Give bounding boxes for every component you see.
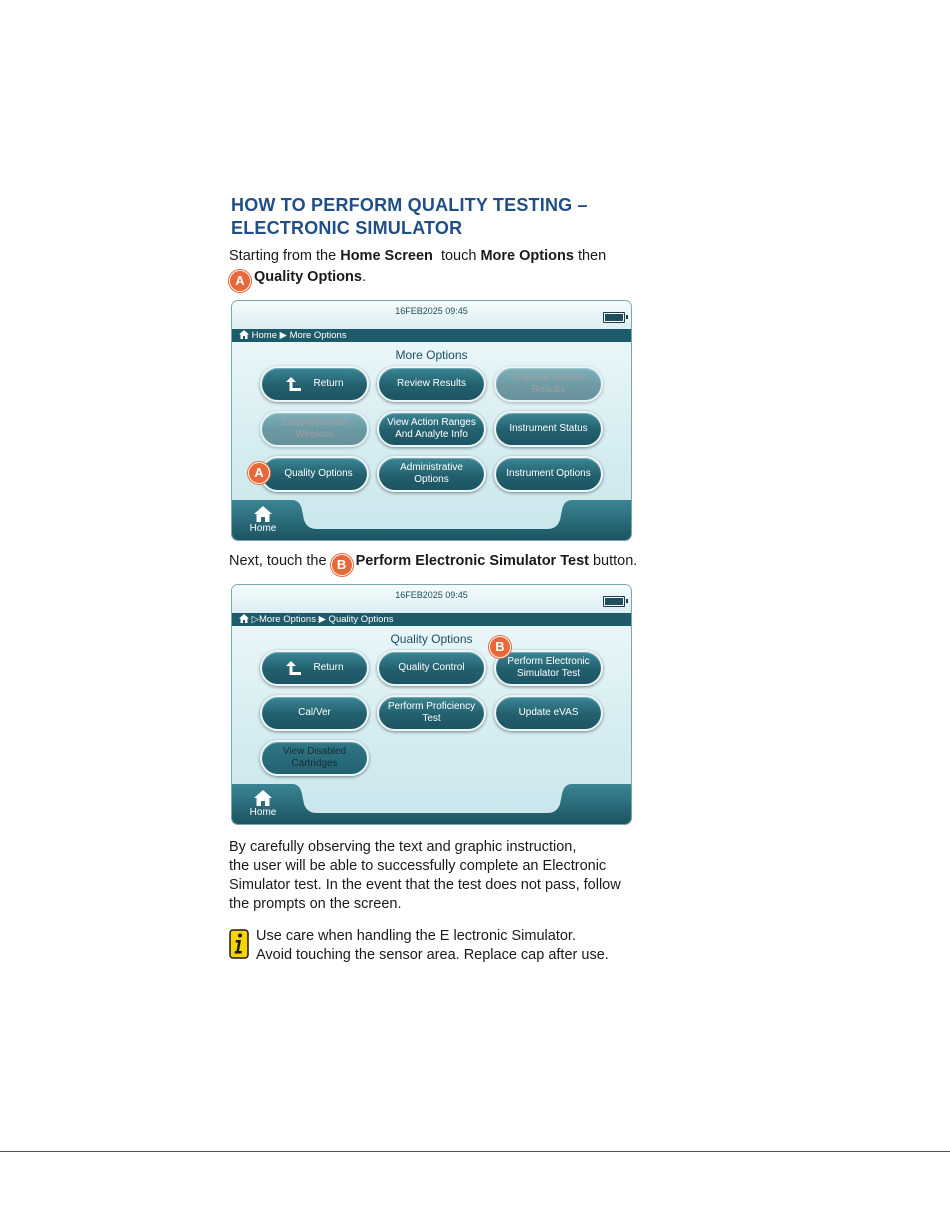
cal-ver-button[interactable] (260, 695, 369, 731)
home-button[interactable] (246, 790, 280, 818)
return-label: Return (313, 662, 344, 673)
note-text (256, 927, 696, 965)
next-paragraph (229, 552, 709, 576)
update-evas-label: Update eVAS (518, 707, 579, 718)
home-label: Home (249, 807, 277, 818)
intro-text: . (361, 269, 366, 285)
home-button[interactable] (246, 506, 280, 534)
home-icon (239, 614, 249, 623)
intro-more-options: More Options (480, 248, 574, 264)
review-results-button[interactable] (377, 366, 486, 402)
next-text: button. (588, 553, 638, 569)
return-arrow-icon (285, 375, 303, 393)
intro-text: then (573, 248, 607, 264)
intro-paragraph (229, 247, 709, 292)
transmit-unsent-label: Transmit Unsent Results (512, 372, 585, 395)
marker-a: A (248, 462, 270, 484)
page-heading (231, 194, 711, 240)
instrument-options-label: Instrument Options (506, 468, 591, 479)
update-evas-button[interactable] (494, 695, 603, 731)
proficiency-label: Perform Proficiency Test (387, 701, 476, 724)
datetime: 16FEB2025 09:45 (395, 590, 468, 600)
body-line: the prompts on the screen. (229, 896, 402, 912)
next-text: Next, touch the (229, 553, 331, 569)
screen-title: Quality Options (390, 632, 473, 646)
intro-text: touch (432, 248, 481, 264)
home-icon (239, 330, 249, 339)
body-line: By carefully observing the text and graphic instruction, (229, 839, 577, 855)
breadcrumb-text[interactable]: Home ▶ More Options (251, 330, 347, 341)
intro-home-screen: Home Screen (340, 248, 433, 264)
view-action-ranges-label: View Action Ranges And Analyte Info (387, 417, 476, 440)
return-button[interactable] (260, 366, 369, 402)
instrument-status-button[interactable] (494, 411, 603, 447)
quality-options-button[interactable] (260, 456, 369, 492)
quality-control-button[interactable] (377, 650, 486, 686)
administrative-options-label: Administrative Options (400, 462, 463, 485)
instrument-options-button[interactable] (494, 456, 603, 492)
battery-icon (603, 312, 625, 323)
perform-electronic-simulator-test-button[interactable] (494, 650, 603, 686)
cal-ver-label: Cal/Ver (298, 707, 331, 718)
breadcrumb (232, 613, 631, 626)
return-label: Return (313, 378, 344, 389)
page-divider (0, 1151, 950, 1152)
home-icon (254, 506, 272, 522)
quality-control-label: Quality Control (398, 662, 465, 673)
status-bar (232, 585, 631, 613)
heading-line-1: HOW TO PERFORM QUALITY TESTING – (231, 195, 588, 215)
body-line: Simulator test. In the event that the test does not pass, follow (229, 877, 621, 893)
marker-b: B (489, 636, 511, 658)
review-results-label: Review Results (397, 378, 466, 389)
administrative-options-button[interactable] (377, 456, 486, 492)
datetime: 16FEB2025 09:45 (395, 306, 468, 316)
view-disabled-cartridges-button[interactable] (260, 740, 369, 776)
quality-options-label: Quality Options (284, 468, 353, 479)
view-action-ranges-button[interactable] (377, 411, 486, 447)
breadcrumb (232, 329, 631, 342)
transmit-unsent-results-button (494, 366, 603, 402)
body-line: the user will be able to successfully complete an Electronic (229, 858, 607, 874)
status-bar (232, 301, 631, 329)
device-screen-more-options (232, 301, 631, 540)
return-arrow-icon (285, 659, 303, 677)
note-line: Avoid touching the sensor area. Replace cap after use. (256, 947, 609, 963)
intro-quality-options: Quality Options (254, 269, 362, 285)
intro-text: Starting from the (229, 248, 341, 264)
body-paragraph (229, 838, 699, 914)
view-disabled-label: View Disabled Cartridges (282, 746, 347, 769)
instrument-status-label: Instrument Status (509, 423, 588, 434)
home-label: Home (249, 523, 277, 534)
bottom-nav-bar (232, 784, 631, 824)
note-line: Use care when handling the E lectronic Simulator. (256, 928, 576, 944)
breadcrumb-text[interactable]: ▷More Options ▶ Quality Options (251, 614, 394, 625)
return-button[interactable] (260, 650, 369, 686)
heading-line-2: ELECTRONIC SIMULATOR (231, 218, 463, 238)
perform-es-test-label: Perform Electronic Simulator Test (507, 656, 590, 679)
screen-title: More Options (395, 348, 468, 362)
perform-proficiency-test-button[interactable] (377, 695, 486, 731)
next-perform-es-test: Perform Electronic Simulator Test (355, 553, 589, 569)
home-icon (254, 790, 272, 806)
info-icon (229, 929, 249, 959)
marker-b: B (331, 554, 353, 576)
enable-disable-wireless-button (260, 411, 369, 447)
battery-icon (603, 596, 625, 607)
device-screen-quality-options (232, 585, 631, 824)
bottom-nav-bar (232, 500, 631, 540)
enable-wireless-label: Enable/Disable Wireless (280, 417, 349, 440)
marker-a: A (229, 270, 251, 292)
